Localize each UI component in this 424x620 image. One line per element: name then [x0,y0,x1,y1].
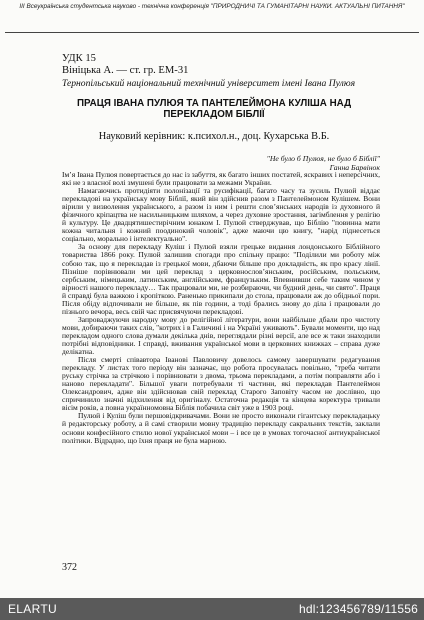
udk-code: УДК 15 [62,53,96,64]
paragraph: Ім’я Івана Пулюя повертається до нас із забуття, як багато інших постатей, яскравих і неперсічних, які не з власної волі змушені були працювати за межами України. [62,171,380,188]
affiliation: Тернопільський національний технічний університет імені Івана Пулюя [62,78,356,89]
paragraph: Пулюй і Куліш були першовідкривачами. Вони не просто виконали гігантську перекладацьку й редакторську роботу, а й самі створили мовну традицію перекладу сакральних текстів, заклали основи конфесійного стилю нової української мови – і все це в умовах тогочасної антиукраїнської політики. Відрадно, що їхня праця не була марною. [62,411,380,445]
repository-footer [0,598,424,620]
paragraph: Після смерті співавтора Іванові Павловичу довелось самому завершувати редагування перекладу. У листах того періоду він зазначає, що робота просувалась повільно, "треба читати руську стрічка за стрічкою і порівнювати з двома, трьома перекладами, а потім поправляти або і наново перекладати". Більшої уваги потребували ті частини, які перекладав Пантелеймон Олександрович, адже він здійснював свій переклад Старого Заповіту часом не дослівно, що спричинило значні відхилення від оригіналу. Остаточна редакція та кінцева коректура тривали вісім років, а повна українномовна Біблія побачила світ уже в 1903 році. [62,355,380,413]
header-rule [5,32,419,33]
article-body [62,171,380,554]
repository-name: ELARTU [8,602,57,616]
conference-title: III Всеукраїнська студентська науково - технічна конференція "ПРИРОДНИЧІ ТА ГУМАНІТАРНІ НАУКИ. АКТУАЛЬНІ ПИТАННЯ" [19,3,405,10]
epigraph [180,154,380,172]
paragraph: Намагаючись протидіяти полонізації та русифікації, багато часу та зусиль Пулюй віддає перекладові на українську мову Біблії, який він здійснив разом з Пантелеймоном Кулішем. Вони вірили у визволення українського, а разом із ним і решти слов’янських народів із духовного й фізичного кріпацтва не насильницьким шляхом, а через духовне зростання, загімблення у релігію й культуру. Це двадцятишестирічним юнаком І. Пулюй стверджував, що Біблію "повинна мати кожна читальня і кожний поодинокий чоловік", адже маючи цю книгу, "нарід піднесеться соціально, морально і інтелектуально". [62,186,380,244]
page-number: 372 [62,562,77,573]
conference-header [5,3,419,33]
paragraph: Запроваджуючи народну мову до релігійної літератури, вони найбільше дбали про чистоту мови, добираючи таких слів, "котрих і в Галичині і на Україні уживають". Бували моменти, що над перекладом одного слова думали декілька днів, переглядали різні версії, але все ж таки знаходили потрібні відповідники. І справді, вживання української мови в церковних книжках – справа дуже делікатна. [62,314,380,357]
supervisor-line: Науковий керівник: к.психол.н., доц. Кухарська В.Б. [98,131,330,142]
author-line: Вініцька А. — ст. гр. ЕМ-31 [62,65,189,76]
handle-identifier[interactable]: hdl:123456789/11556 [298,602,418,616]
epigraph-author: Ганна Барвінок [329,163,380,172]
paragraph: За основу для перекладу Куліш і Пулюй взяли грецьке видання лондонського Біблійного товариства 1866 року. Пулюй залишив спогади про спільну працю: "Поділили ми роботу між собою так, що я перекладав із грецької мови, дбаючи більше про докладність, як про красу лінії. Пізніше порівнювали ми цей переклад з церковнослов’янським, російським, польським, сербським, німецьким, латинським, англійським, французьким. Впевнивши себе таким чином у вірності нашого перекладу… Так працювали ми, не розбираючи, чи будний день, чи свято". Праця й справді була важкою і кропіткою. Раненько прикипали до стола, працювали аж до обідньої пори. Після обіду відпочивали не більше, як пів години, а тоді брались знову до діла і працювали до пізнього вечора, весь свій час присвячуючи перекладові. [62,242,380,316]
article-title: ПРАЦЯ ІВАНА ПУЛЮЯ ТА ПАНТЕЛЕЙМОНА КУЛІША НАД ПЕРЕКЛАДОМ БІБЛІЇ [76,98,352,120]
epigraph-quote: "Не було б Пулюя, не було б Біблії" [266,154,380,163]
